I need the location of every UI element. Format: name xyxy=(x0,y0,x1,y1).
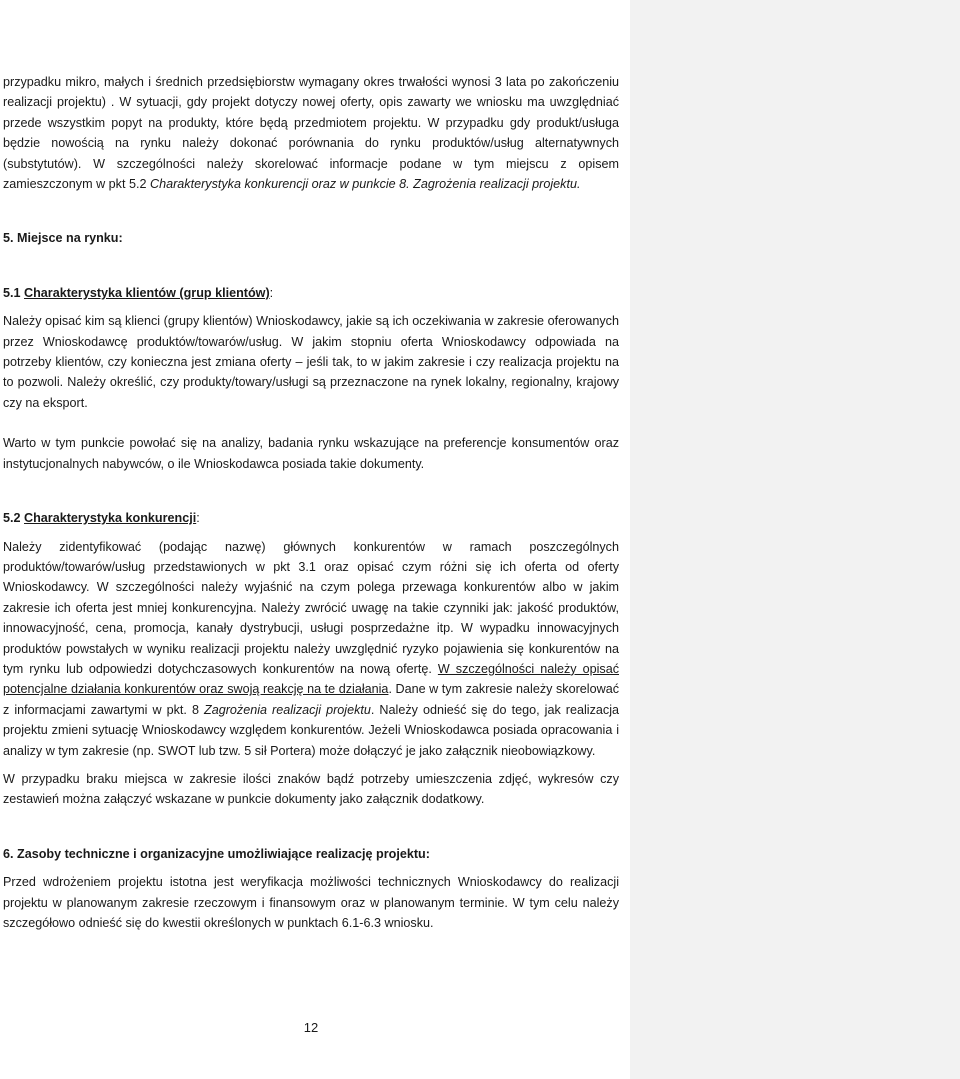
section-5-2-colon: : xyxy=(196,511,200,526)
section-5-heading: 5. Miejsce na rynku: xyxy=(3,231,123,246)
section-5-1-heading xyxy=(3,283,619,303)
section-5-2-underlined-text: W szczególności należy opisać potencjalne działania konkurentów oraz swoją reakcję na te działania xyxy=(3,661,620,697)
document-body xyxy=(3,72,619,933)
section-5-2-text-e: . Należy odnieść się do tego, jak realizacja projektu zmieni sytuację Wnioskodawcy względem konkurentów. Jeżeli Wnioskodawca posiada opracowania i analizy w tym zakresie (np. SWOT lub tzw. 5 sił Portera) może dołączyć je jako załącznik nieobowiązkowy. xyxy=(3,702,619,758)
intro-italic-reference: Charakterystyka konkurencji oraz w punkcie 8. Zagrożenia realizacji projektu. xyxy=(149,177,581,192)
section-5-2-number: 5.2 xyxy=(3,511,21,526)
section-5-2-heading xyxy=(3,508,619,528)
section-5-1-paragraph-1: Należy opisać kim są klienci (grupy klientów) Wnioskodawcy, jakie są ich oczekiwania w zakresie oferowanych przez Wnioskodawcę produktów/towarów/usług. W jakim stopniu oferta Wnioskodawcy odpowiada na potrzeby klientów, czy konieczna jest zmiana oferty – jeśli tak, to w jakim zakresie i czy realizacja projektu na to pozwoli. Należy określić, czy produkty/towary/usługi są przeznaczone na rynek lokalny, regionalny, krajowy czy na eksport. xyxy=(3,314,619,410)
section-6-heading: 6. Zasoby techniczne i organizacyjne umożliwiające realizację projektu: xyxy=(3,846,430,861)
section-5-2-title: Charakterystyka konkurencji xyxy=(24,511,197,526)
page-number: 12 xyxy=(303,1020,319,1035)
section-6-paragraph-1: Przed wdrożeniem projektu istotna jest weryfikacja możliwości technicznych Wnioskodawcy do realizacji projektu w planowanym zakresie rzeczowym i finansowym oraz w planowanym terminie. W tym celu należy szczegółowo odnieść się do kwestii określonych w punktach 6.1-6.3 wniosku. xyxy=(3,875,619,930)
section-5-2-text-c: . Dane w tym zakresie należy skorelować z informacjami zawartymi w pkt. 8 xyxy=(3,682,619,717)
section-5-1-title: Charakterystyka klientów (grup klientów) xyxy=(24,285,270,300)
section-5-1-colon: : xyxy=(269,285,274,300)
section-5-2-text-a: Należy zidentyfikować (podając nazwę) głównych konkurentów w ramach poszczególnych produktów/towarów/usług przedstawionych w pkt 3.1 oraz opisać czym różni się ich oferta od oferty Wnioskodawcy. W szczególności należy wyjaśnić na czym polega przewaga konkurentów albo w jakim zakresie ich oferta jest mniej konkurencyjna. Należy zwrócić uwagę na takie czynniki jak: jakość produktów, innowacyjność, cena, promocja, kanały dystrybucji, usługi posprzedażne itp. W wypadku innowacyjnych produktów powstałych w wyniku realizacji projektu należy uwzględnić ryzyko pojawienia się konkurentów na tym rynku lub odpowiedzi dotychczasowych konkurentów na nową ofertę. xyxy=(3,539,619,676)
section-5-1-paragraph-2: Warto w tym punkcie powołać się na analizy, badania rynku wskazujące na preferencje konsumentów oraz instytucjonalnych nabywców, o ile Wnioskodawca posiada takie dokumenty. xyxy=(3,436,619,471)
side-panel xyxy=(630,0,960,1079)
section-5-2-paragraph-1 xyxy=(3,537,619,761)
section-5-2-italic-reference: Zagrożenia realizacji projektu xyxy=(204,702,371,717)
intro-text: przypadku mikro, małych i średnich przedsiębiorstw wymagany okres trwałości wynosi 3 lata po zakończeniu realizacji projektu) . W sytuacji, gdy projekt dotyczy nowej oferty, opis zawarty we wniosku ma uwzględniać przede wszystkim popyt na produkty, które będą przedmiotem projektu. W przypadku gdy produkt/usługa będzie nowością na rynku należy dokonać porównania do rynku produktów/usług alternatywnych (substytutów). W szczególności należy skorelować informacje podane w tym miejscu z opisem zamieszczonym w pkt 5.2 xyxy=(3,75,619,192)
intro-paragraph xyxy=(3,72,619,194)
section-5-2-paragraph-2: W przypadku braku miejsca w zakresie ilości znaków bądź potrzeby umieszczenia zdjęć, wykresów czy zestawień można załączyć wskazane w punkcie dokumenty jako załącznik dodatkowy. xyxy=(3,771,619,807)
section-5-1-number: 5.1 xyxy=(3,285,21,300)
